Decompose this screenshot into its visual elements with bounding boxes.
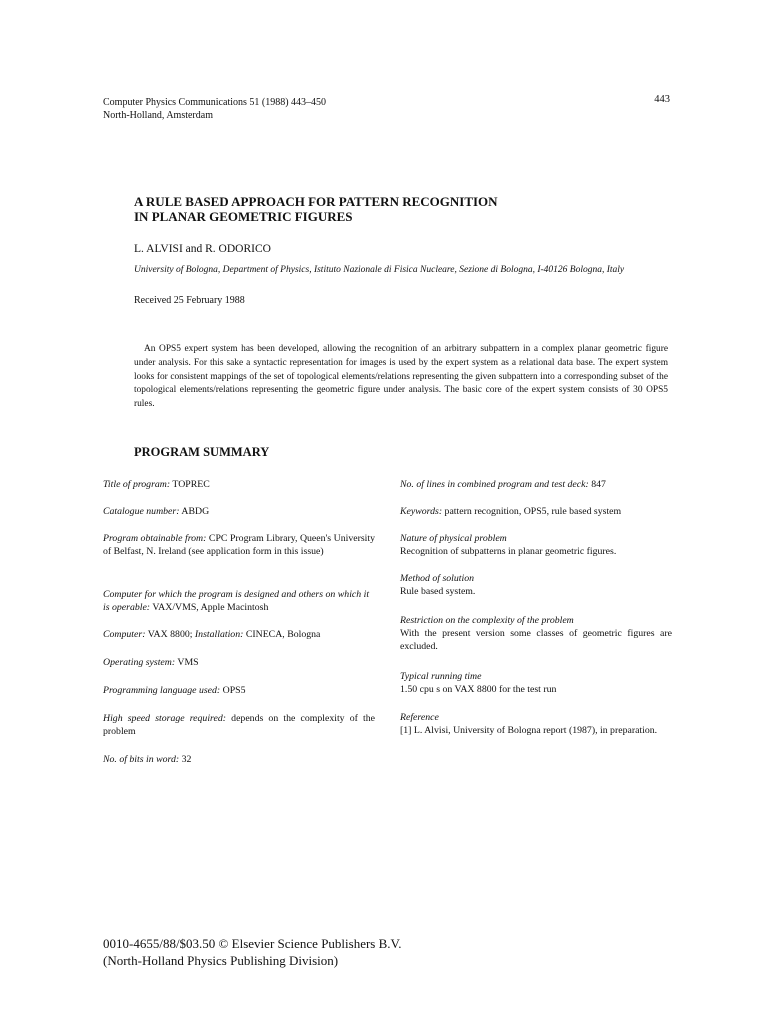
keywords: [400, 505, 672, 518]
field-value: VAX/VMS, Apple Macintosh: [152, 602, 269, 614]
abstract: An OPS5 expert system has been developed, allowing the recognition of an arbitrary subpattern in a complex planar geometric figure under analysis. For this sake a syntactic representation for images is used by the expert system as a relational data base. The expert system looks for consistent mappings of the set of topological elements/relations representing the given subpattern into a corresponding subset of the topological elements/relations representing the geometric figure under analysis. The basic core of the expert system consists of 30 OPS5 rules.: [134, 344, 668, 410]
article-title: [134, 194, 654, 224]
title-line-2: IN PLANAR GEOMETRIC FIGURES: [134, 209, 353, 224]
summary-left-column: [103, 478, 375, 778]
publisher-division: (North-Holland Physics Publishing Division): [103, 953, 339, 968]
programming-language: [103, 684, 375, 697]
restriction-on-complexity: [400, 614, 672, 654]
field-label: Computer:: [103, 629, 146, 640]
field-label: Operating system:: [103, 657, 176, 668]
computer-installation: [103, 628, 375, 641]
field-value: Recognition of subpatterns in planar geometric figures.: [400, 546, 617, 558]
field-label: High speed storage required:: [103, 713, 227, 724]
summary-right-column: [400, 478, 672, 778]
field-label: Method of solution: [400, 573, 475, 584]
bits-in-word: [103, 753, 375, 766]
field-label: Programming language used:: [103, 685, 221, 696]
field-value: 32: [181, 754, 192, 765]
operating-system: [103, 656, 375, 669]
field-label: Reference: [400, 712, 439, 723]
field-label: No. of bits in word:: [103, 754, 180, 765]
catalogue-number: [103, 505, 375, 518]
method-of-solution: [400, 572, 672, 598]
field-value: VMS: [177, 657, 199, 668]
field-label: Computer for which the program is designed and others on which it is operable:: [103, 589, 370, 614]
affiliation: University of Bologna, Department of Physics, Istituto Nazionale di Fisica Nucleare, Sezione di Bologna, I-40126 Bologna, Italy: [134, 265, 625, 275]
field-value: VAX 8800;: [147, 629, 193, 640]
field-label: Installation:: [194, 629, 244, 640]
program-obtainable-from: [103, 532, 375, 558]
received-date: Received 25 February 1988: [134, 295, 245, 306]
authors: L. ALVISI and R. ODORICO: [134, 243, 271, 255]
field-value: 1.50 cpu s on VAX 8800 for the test run: [400, 684, 557, 696]
lines-in-program: [400, 478, 672, 491]
title-of-program: [103, 478, 375, 491]
field-label: No. of lines in combined program and test deck:: [400, 479, 589, 490]
journal-citation: Computer Physics Communications 51 (1988) 443–450: [103, 97, 327, 108]
field-value: 847: [591, 479, 606, 490]
field-value: [1] L. Alvisi, University of Bologna report (1987), in preparation.: [400, 725, 658, 737]
typical-running-time: [400, 670, 672, 696]
page-number: 443: [654, 94, 670, 105]
field-label: Catalogue number:: [103, 506, 180, 517]
field-label: Title of program:: [103, 479, 171, 490]
field-value: depends on the complexity of the problem: [103, 713, 375, 738]
program-summary-heading: PROGRAM SUMMARY: [134, 445, 270, 459]
reference: [400, 711, 672, 737]
title-line-1: A RULE BASED APPROACH FOR PATTERN RECOGNITION: [134, 194, 498, 209]
journal-header: [103, 96, 523, 122]
field-label: Typical running time: [400, 671, 482, 682]
nature-of-problem: [400, 532, 672, 558]
field-value: CINECA, Bologna: [245, 629, 321, 640]
field-label: Nature of physical problem: [400, 533, 507, 544]
copyright-footer: [103, 935, 402, 969]
field-value: OPS5: [222, 685, 246, 696]
field-label: Restriction on the complexity of the problem: [400, 615, 574, 626]
copyright-line: 0010-4655/88/$03.50 © Elsevier Science Publishers B.V.: [103, 936, 402, 951]
field-value: TOPREC: [172, 479, 210, 490]
field-value: pattern recognition, OPS5, rule based system: [444, 506, 622, 517]
field-value: ABDG: [181, 506, 210, 517]
field-label: Keywords:: [400, 506, 443, 517]
field-value: CPC Program Library, Queen's University of Belfast, N. Ireland (see application form in this issue): [103, 533, 375, 558]
field-label: Program obtainable from:: [103, 533, 207, 544]
publisher-line: North-Holland, Amsterdam: [103, 110, 213, 121]
computer-designed-for: [103, 588, 375, 614]
field-value: Rule based system.: [400, 586, 476, 598]
high-speed-storage: [103, 712, 375, 738]
field-value: With the present version some classes of geometric figures are excluded.: [400, 628, 672, 653]
